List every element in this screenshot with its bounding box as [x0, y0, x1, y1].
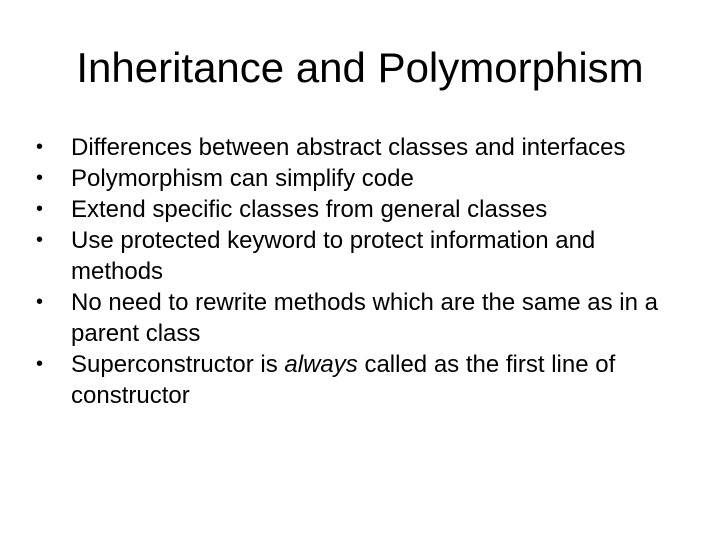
bullet-icon: •: [36, 229, 44, 251]
bullet-icon: •: [36, 198, 44, 220]
bullet-item: [36, 349, 686, 411]
bullet-icon: •: [36, 353, 44, 375]
bullet-item: [36, 287, 686, 349]
bullet-item: [36, 225, 686, 287]
bullet-icon: •: [36, 167, 44, 189]
bullet-item: [36, 194, 686, 225]
bullet-text-emphasis: always: [284, 351, 358, 378]
bullet-list: [36, 132, 686, 411]
bullet-text: Polymorphism can simplify code: [71, 165, 414, 192]
bullet-text: Extend specific classes from general classes: [71, 196, 548, 223]
bullet-icon: •: [36, 291, 44, 313]
bullet-text-before: Superconstructor is: [71, 351, 285, 378]
bullet-text-after: called as the first line of constructor: [71, 351, 616, 409]
bullet-text: No need to rewrite methods which are the same as in a parent class: [71, 289, 658, 347]
slide-title: Inheritance and Polymorphism: [76, 44, 644, 91]
bullet-text: Use protected keyword to protect information and methods: [71, 227, 596, 285]
bullet-text: Differences between abstract classes and interfaces: [71, 134, 626, 161]
bullet-item: [36, 163, 686, 194]
bullet-text: [71, 351, 615, 409]
bullet-item: [36, 132, 686, 163]
bullet-icon: •: [36, 136, 44, 158]
